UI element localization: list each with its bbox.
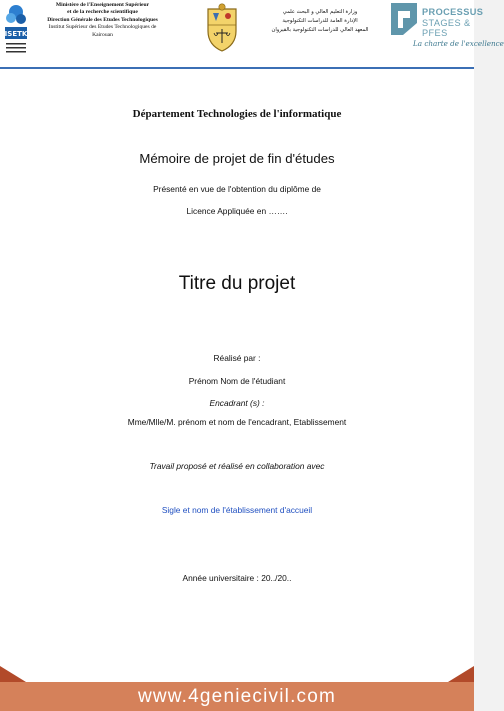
academic-year: Année universitaire : 20../20..	[182, 573, 292, 583]
realised-by-label: Réalisé par :	[213, 353, 261, 363]
institution-ar-line: المعهد العالي للدراسات التكنولوجية بالقيروان	[271, 27, 369, 33]
document-header	[0, 0, 504, 66]
institution-ar-line: وزارة التعليم العالي و البحث علمي	[282, 9, 358, 15]
presented-line: Présenté en vue de l'obtention du diplôme de	[153, 184, 321, 194]
header-separator	[0, 67, 474, 69]
licence-line: Licence Appliquée en …….	[186, 206, 288, 216]
institution-fr-line: Kairouan	[92, 31, 113, 38]
brand-line-1: PROCESSUS	[422, 7, 484, 17]
institution-fr-line: Institut Supérieur des Etudes Technologiques de	[48, 24, 157, 31]
memoire-heading: Mémoire de projet de fin d'études	[139, 151, 335, 166]
institution-fr-line: Direction Générale des Etudes Technologiques	[47, 16, 158, 23]
isetk-logo-icon	[2, 3, 30, 61]
processus-logo	[389, 3, 504, 55]
student-name: Prénom Nom de l'étudiant	[188, 376, 286, 386]
institution-name-fr	[30, 2, 175, 39]
site-footer	[0, 666, 474, 711]
host-establishment: Sigle et nom de l'établissement d'accueil	[161, 505, 313, 515]
brand-tagline: La charte de l'excellence	[413, 39, 504, 48]
isetk-logo-text: ISETK	[4, 30, 28, 38]
institution-name-ar	[255, 8, 385, 35]
institution-ar-line: الإدارة العامة للدراسات التكنولوجية	[282, 18, 358, 24]
institution-fr-line: Ministère de l'Enseignement Supérieur	[55, 2, 150, 8]
supervisor-label: Encadrant (s) :	[209, 398, 265, 408]
department-title: Département Technologies de l'informatique	[132, 108, 342, 120]
supervisor-name: Mme/Mlle/M. prénom et nom de l'encadrant, Etablissement	[127, 417, 347, 427]
website-link[interactable]: www.4geniecivil.com	[137, 686, 337, 707]
collaboration-line: Travail proposé et réalisé en collaboration avec	[149, 461, 325, 471]
tunisia-emblem-icon	[204, 3, 240, 53]
brand-line-2: STAGES & PFES	[422, 18, 471, 38]
project-title: Titre du projet	[178, 273, 296, 294]
institution-fr-line: et de la recherche scientifique	[67, 9, 138, 16]
processus-mark-icon	[389, 3, 419, 35]
